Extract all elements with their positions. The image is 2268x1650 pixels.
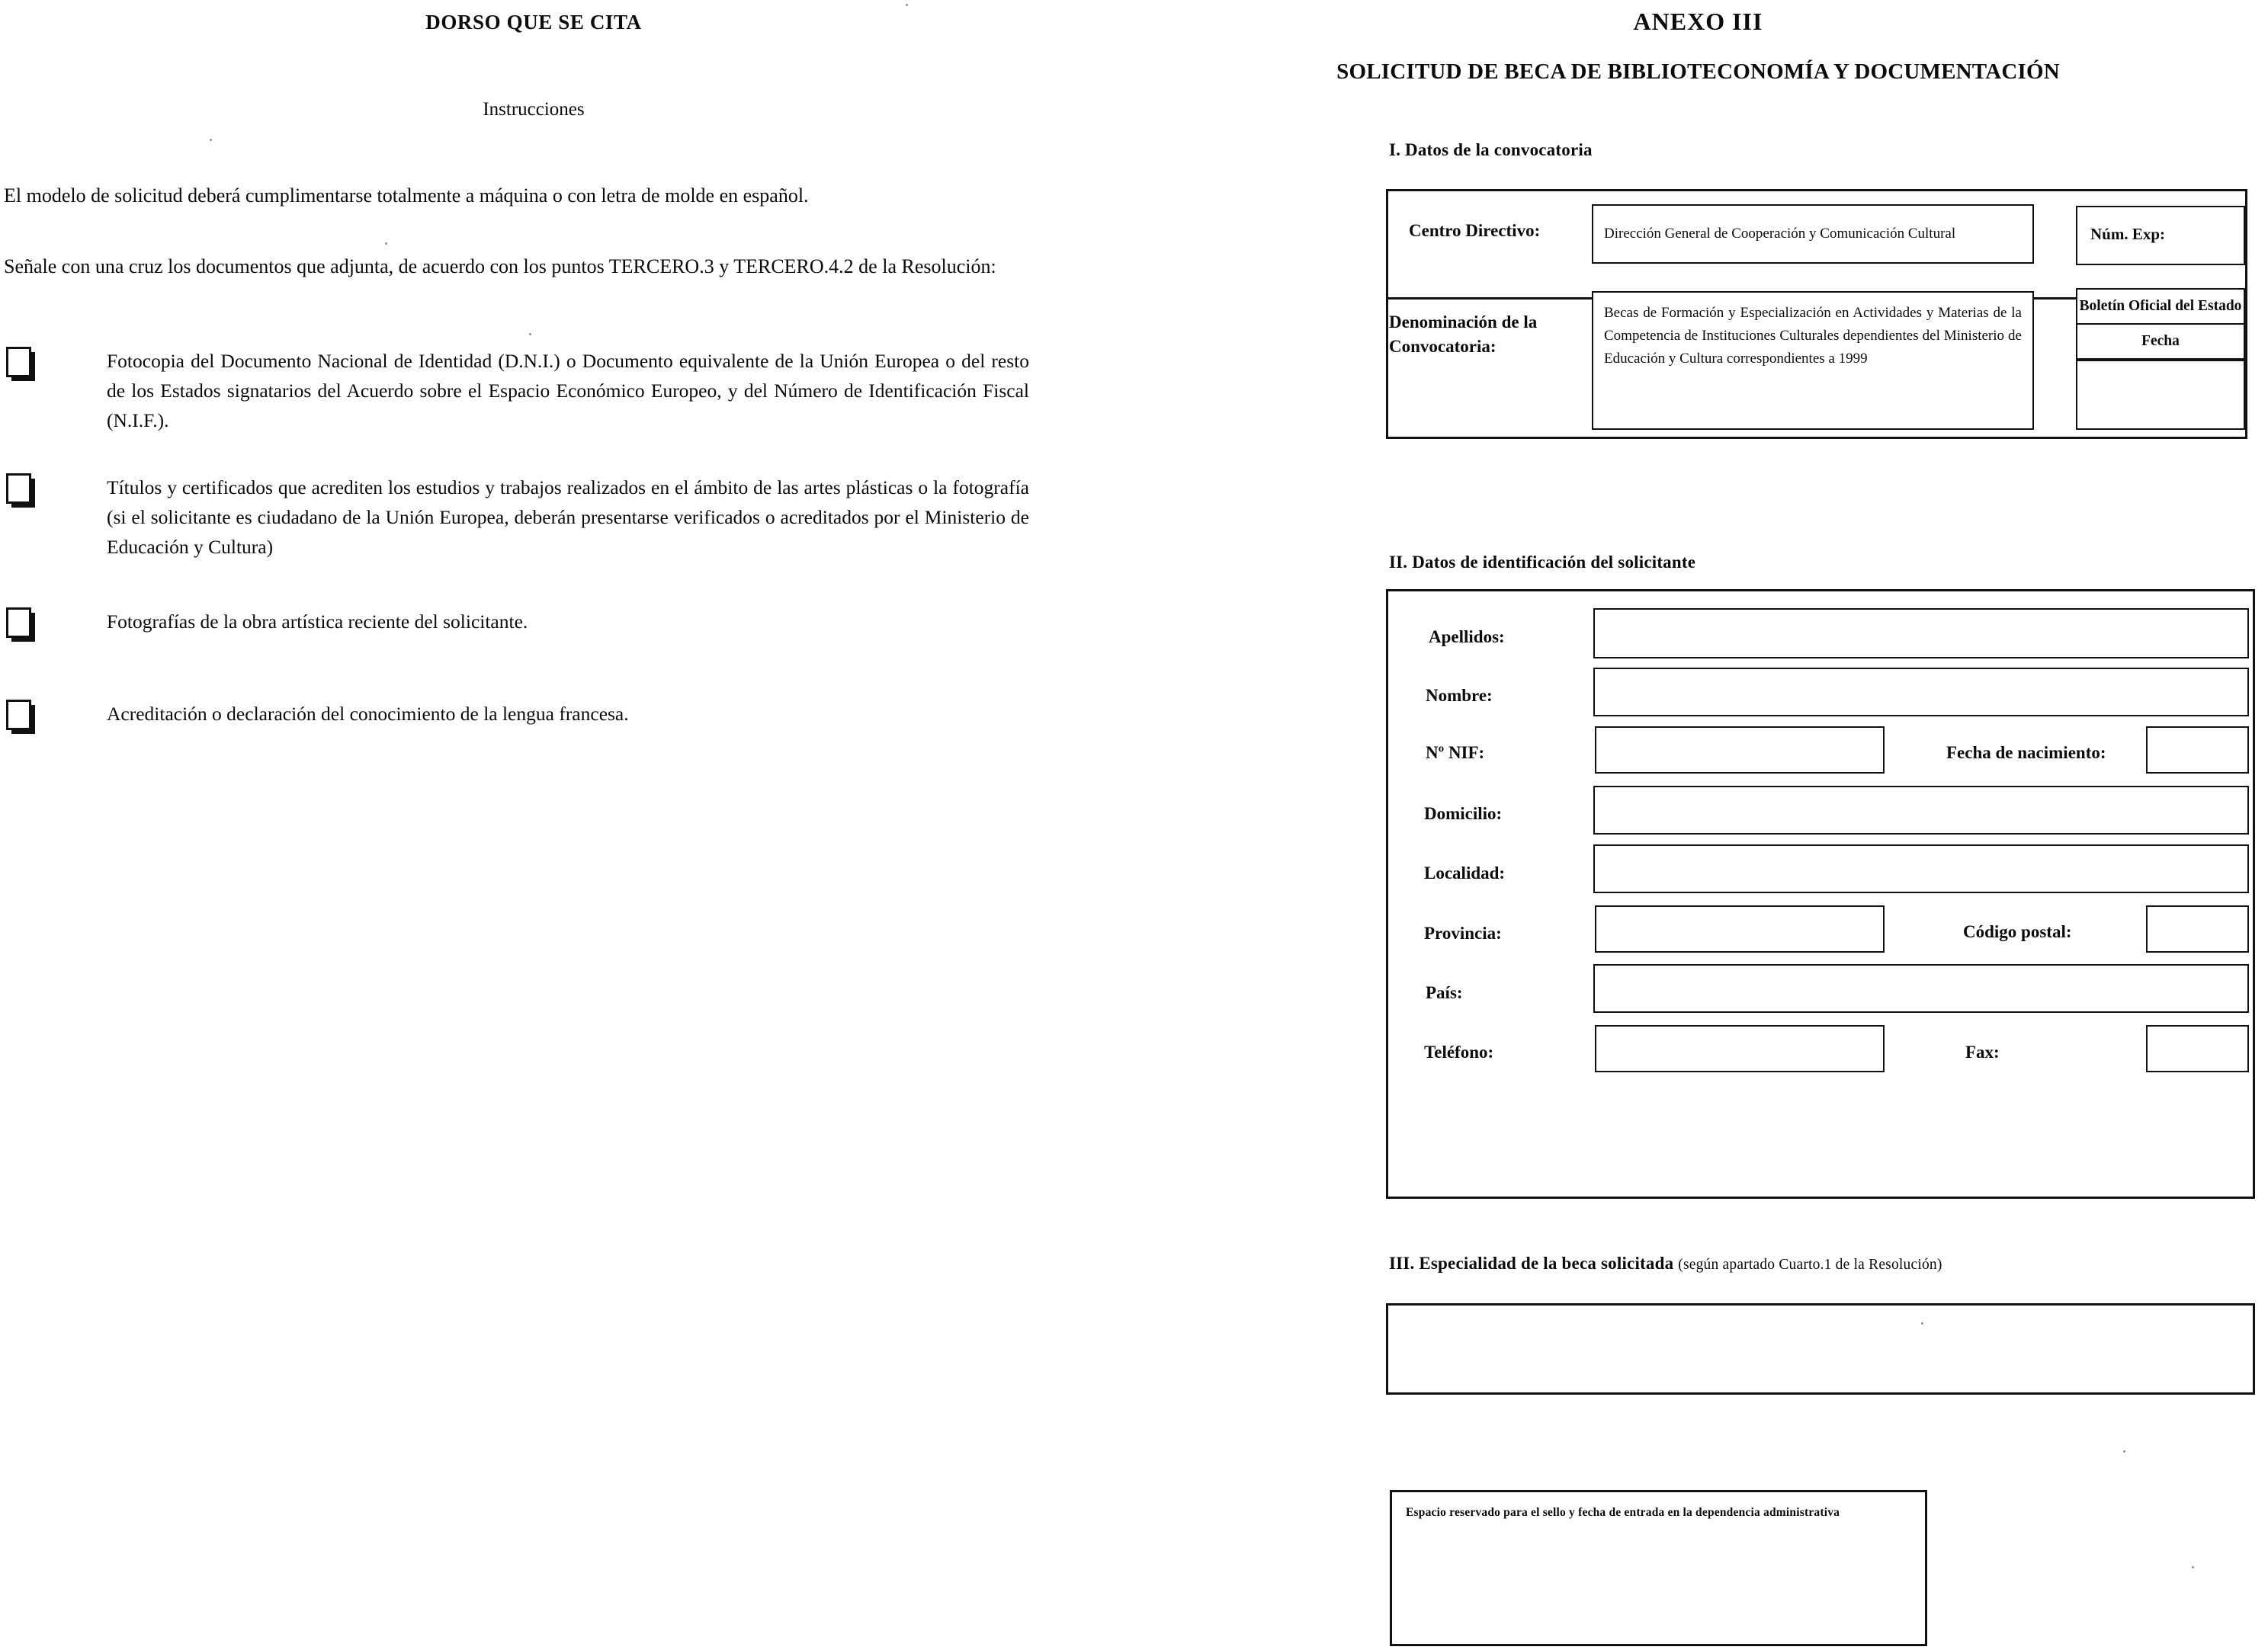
denominacion-label-line2: Convocatoria: — [1389, 337, 1496, 356]
codigo-postal-label: Código postal: — [1963, 922, 2072, 941]
stamp-reserved-box — [1390, 1490, 1927, 1646]
localidad-input[interactable] — [1593, 844, 2249, 893]
num-exp-label: Núm. Exp: — [2090, 225, 2166, 243]
checklist-item-label: Fotocopia del Documento Nacional de Identidad (D.N.I.) o Documento equivalente de la Unión Europea o del resto de los Estados signatarios del Acuerdo sobre el Espacio Económico Europeo, y del Número de Identificación Fiscal (N.I.F.). — [107, 350, 1029, 431]
left-page-subtitle: Instrucciones — [483, 99, 585, 120]
document-checklist — [0, 347, 1083, 780]
localidad-label: Localidad: — [1424, 863, 1506, 883]
instruction-paragraph-2: Señale con una cruz los documentos que adjunta, de acuerdo con los puntos TERCERO.3 y TERCERO.4.2 de la Resolución: — [4, 255, 996, 277]
telefono-label: Teléfono: — [1424, 1043, 1494, 1062]
section-3-heading — [1389, 1254, 1942, 1274]
telefono-input[interactable] — [1595, 1025, 1885, 1072]
annex-label: ANEXO III — [1633, 8, 1763, 35]
checklist-item-label: Títulos y certificados que acrediten los estudios y trabajos realizados en el ámbito de las artes plásticas o la fotografía (si el solicitante es ciudadano de la Unión Europea, deberán presentarse verificados o acreditados por el Ministerio de Educación y Cultura) — [107, 476, 1029, 558]
checklist-item[interactable] — [0, 347, 1083, 446]
nombre-input[interactable] — [1593, 668, 2249, 716]
checkbox-icon[interactable] — [6, 347, 31, 377]
pais-label: País: — [1426, 983, 1463, 1002]
section-3-heading-sub: (según apartado Cuarto.1 de la Resolución) — [1678, 1257, 1942, 1273]
checklist-item-label: Acreditación o declaración del conocimiento de la lengua francesa. — [107, 703, 629, 725]
scan-speck — [2192, 1566, 2194, 1568]
nif-label: Nº NIF: — [1426, 743, 1485, 762]
boletin-oficial-label: Boletín Oficial del Estado — [2076, 288, 2245, 325]
denominacion-value: Becas de Formación y Especialización en Actividades y Materias de la Competencia de Instituciones Culturales dependientes del Ministerio de Educación y Cultura correspondientes a 1999 — [1592, 291, 2034, 430]
provincia-input[interactable] — [1595, 905, 1885, 953]
scan-speck — [2123, 1450, 2125, 1453]
scan-speck — [385, 242, 387, 245]
scan-speck — [906, 4, 908, 6]
fecha-nacimiento-input[interactable] — [2146, 726, 2249, 774]
checklist-item-label: Fotografías de la obra artística reciente del solicitante. — [107, 610, 528, 633]
section-3-heading-main: III. Especialidad de la beca solicitada — [1389, 1254, 1674, 1273]
checklist-item[interactable] — [0, 700, 1083, 753]
fecha-nacimiento-label: Fecha de nacimiento: — [1946, 743, 2106, 762]
checkbox-icon[interactable] — [6, 700, 31, 730]
scan-speck — [210, 139, 212, 141]
checkbox-icon[interactable] — [6, 473, 31, 504]
checkbox-icon[interactable] — [6, 607, 31, 638]
form-title: SOLICITUD DE BECA DE BIBLIOTECONOMÍA Y DOCUMENTACIÓN — [1336, 59, 2060, 84]
fecha-label: Fecha — [2076, 323, 2245, 360]
section-2-heading: II. Datos de identificación del solicitante — [1389, 553, 1696, 572]
centro-directivo-value: Dirección General de Cooperación y Comunicación Cultural — [1592, 204, 2034, 264]
right-page — [1128, 0, 2268, 1650]
denominacion-label-line1: Denominación de la — [1389, 312, 1538, 332]
instruction-paragraph-1: El modelo de solicitud deberá cumplimentarse totalmente a máquina o con letra de molde en español. — [4, 184, 809, 207]
section-1-heading: I. Datos de la convocatoria — [1389, 140, 1593, 159]
fax-input[interactable] — [2146, 1025, 2249, 1072]
checklist-item[interactable] — [0, 473, 1083, 580]
codigo-postal-input[interactable] — [2146, 905, 2249, 953]
left-page-title: DORSO QUE SE CITA — [425, 11, 642, 34]
nif-input[interactable] — [1595, 726, 1885, 774]
fecha-input-box[interactable] — [2076, 360, 2245, 430]
apellidos-input[interactable] — [1593, 608, 2249, 658]
domicilio-label: Domicilio: — [1424, 804, 1503, 823]
scan-speck — [1921, 1322, 1923, 1325]
centro-directivo-label: Centro Directivo: — [1409, 221, 1541, 240]
pais-input[interactable] — [1593, 964, 2249, 1013]
nombre-label: Nombre: — [1426, 686, 1493, 705]
apellidos-label: Apellidos: — [1429, 627, 1505, 646]
fax-label: Fax: — [1965, 1043, 2000, 1062]
provincia-label: Provincia: — [1424, 924, 1502, 943]
especialidad-input[interactable] — [1386, 1303, 2255, 1395]
stamp-reserved-label: Espacio reservado para el sello y fecha de entrada en la dependencia administrativa — [1406, 1506, 1840, 1519]
domicilio-input[interactable] — [1593, 786, 2249, 835]
checklist-item[interactable] — [0, 607, 1083, 672]
left-page — [0, 0, 1128, 1650]
scan-speck — [529, 333, 531, 335]
